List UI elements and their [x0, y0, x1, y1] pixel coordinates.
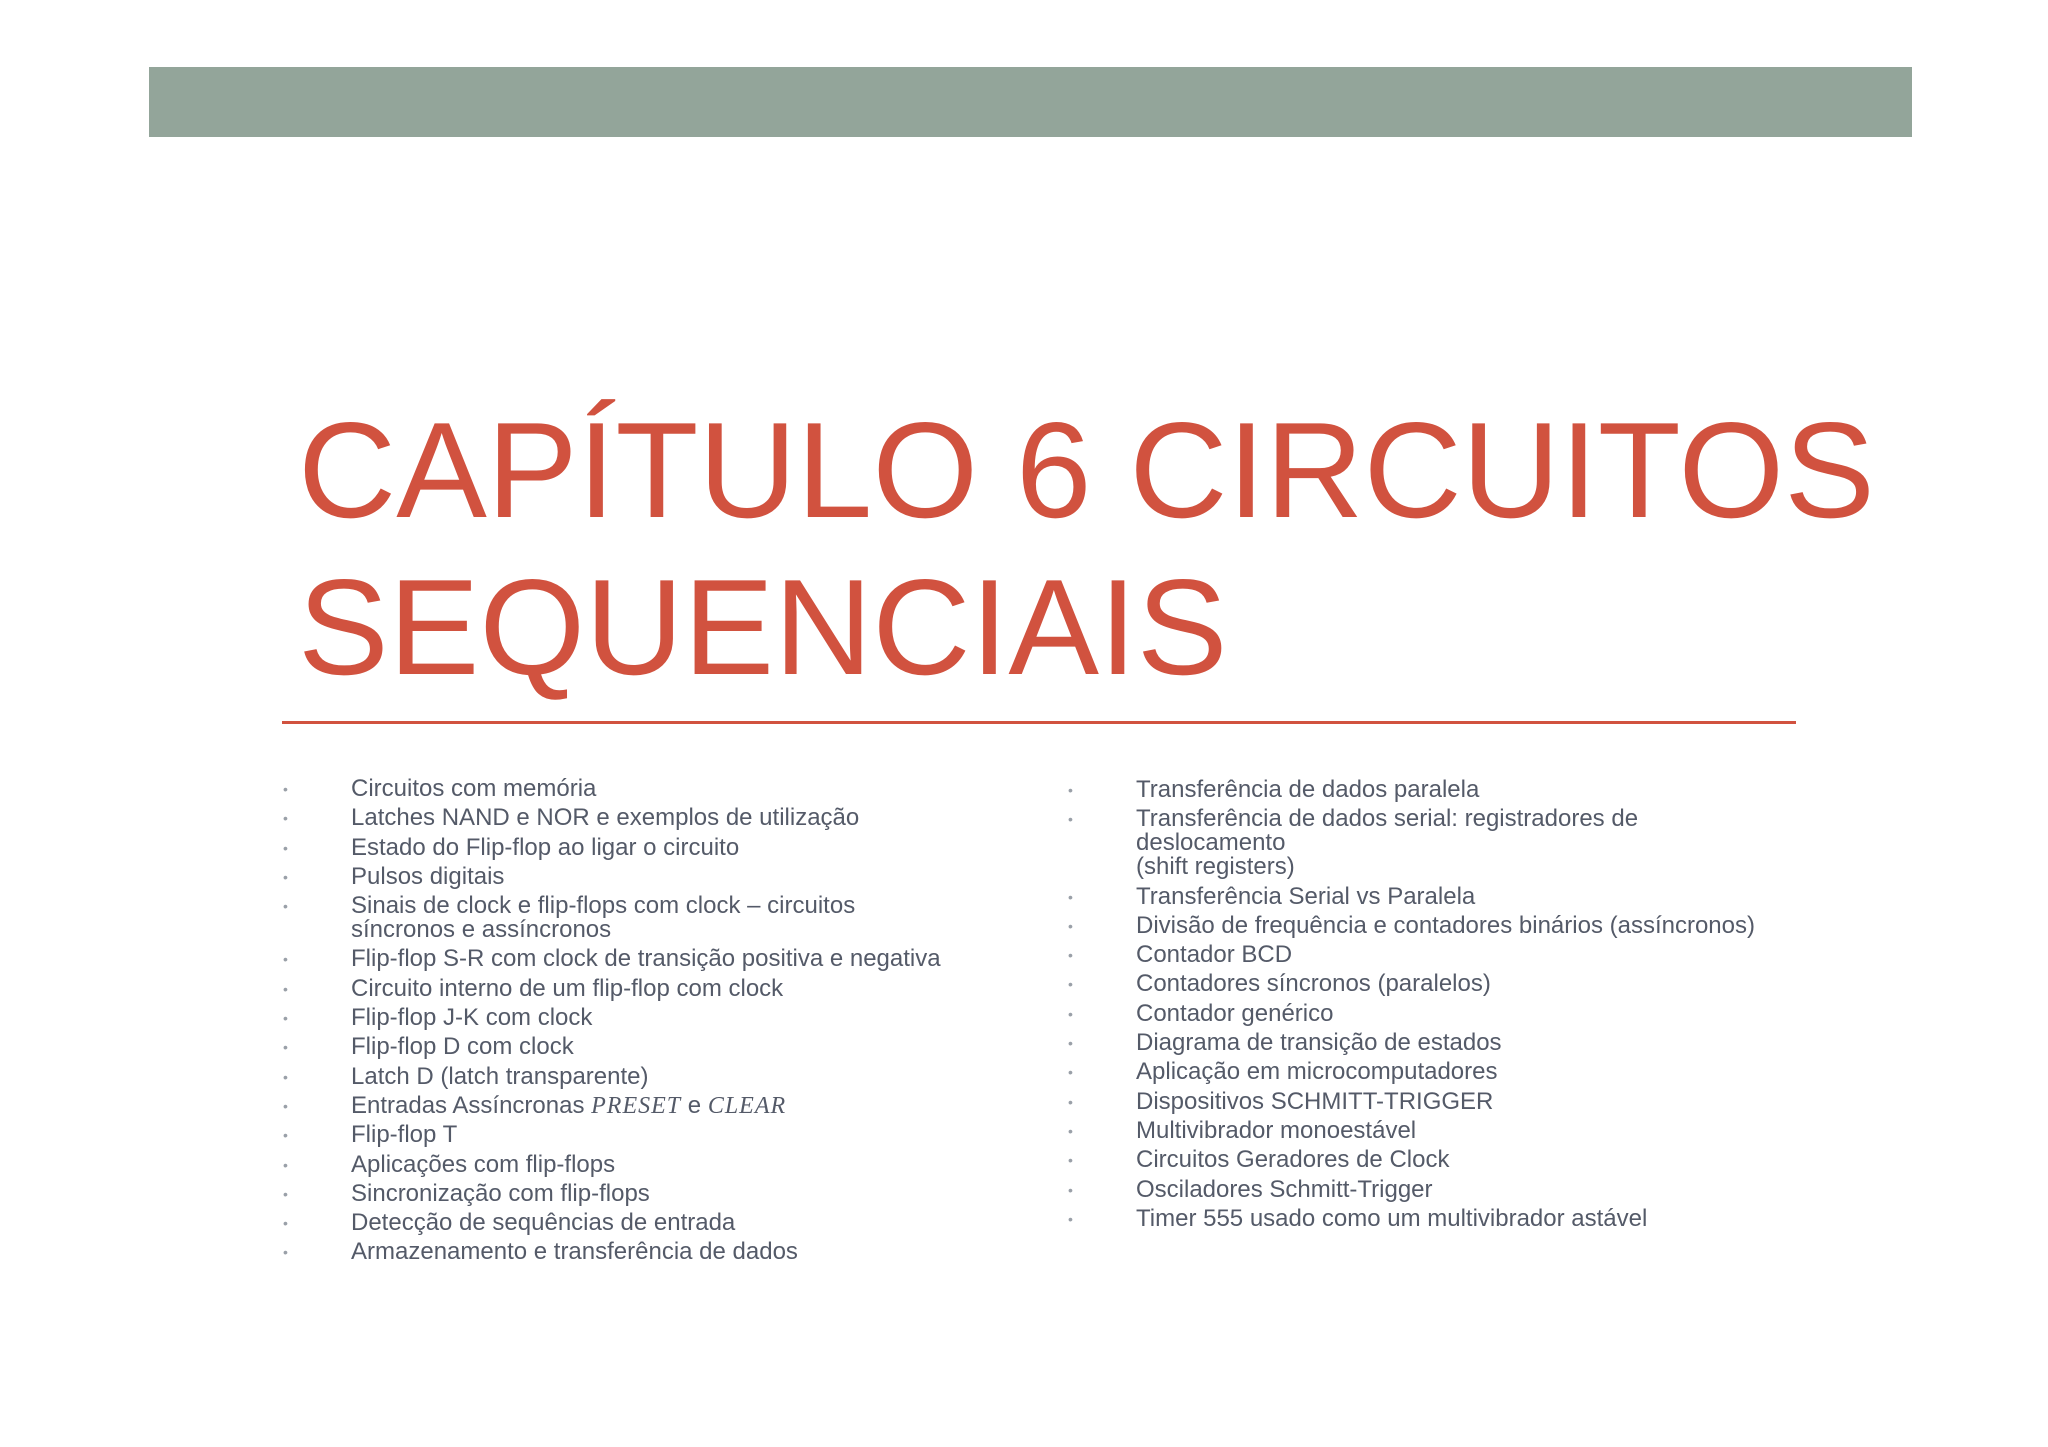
- bullet-icon: •: [283, 781, 288, 797]
- bullet-icon: •: [1068, 917, 1073, 934]
- list-item-text-mid: e: [681, 1091, 708, 1119]
- list-item: [1068, 778, 1828, 802]
- list-item: [283, 1006, 1043, 1030]
- bullet-icon: •: [1068, 888, 1073, 905]
- list-item: [283, 947, 1043, 971]
- list-item-text: Multivibrador monoestável: [1136, 1116, 1417, 1144]
- list-item-continuation: (shift registers): [1136, 853, 1295, 881]
- list-item-text: Flip-flop D com clock: [351, 1033, 574, 1061]
- bullet-icon: •: [1068, 1064, 1073, 1081]
- list-item-text: Estado do Flip-flop ao ligar o circuito: [351, 833, 740, 861]
- right-topic-list: [1068, 778, 1828, 1236]
- list-item-text-start: Entradas Assíncronas: [351, 1091, 592, 1119]
- title-divider: [282, 721, 1796, 724]
- bullet-icon: •: [283, 1215, 288, 1232]
- list-item: [283, 1150, 1043, 1178]
- bullet-icon: •: [1068, 947, 1073, 964]
- bullet-icon: •: [1068, 1181, 1073, 1198]
- list-item: [283, 833, 1043, 861]
- header-band: [149, 67, 1912, 137]
- bullet-icon: •: [283, 1039, 288, 1056]
- list-item-text: Circuitos com memória: [351, 775, 597, 802]
- list-item: [1068, 1116, 1828, 1144]
- list-item: [1068, 972, 1828, 996]
- list-item-text: Aplicações com flip-flops: [351, 1150, 616, 1178]
- list-item-continuation: síncronos e assíncronos: [351, 916, 612, 944]
- slide-title: [298, 392, 1875, 706]
- bullet-icon: •: [283, 1244, 288, 1261]
- bullet-icon: •: [1068, 1210, 1073, 1227]
- list-item: [283, 894, 1043, 942]
- bullet-icon: •: [283, 839, 288, 856]
- list-item: [283, 777, 1043, 801]
- list-item: [1068, 1175, 1828, 1203]
- bullet-icon: •: [283, 1010, 288, 1027]
- list-item: [1068, 999, 1828, 1027]
- list-item-continuation: deslocamento: [1136, 829, 1286, 857]
- list-item-text: Contadores síncronos (paralelos): [1136, 970, 1491, 998]
- slide-title-line-2: SEQUENCIAIS: [298, 551, 1228, 703]
- bullet-icon: •: [1068, 976, 1073, 993]
- list-item: [283, 1211, 1043, 1235]
- list-item-text: Transferência Serial vs Paralela: [1136, 882, 1476, 910]
- list-item-text: Latch D (latch transparente): [351, 1062, 649, 1090]
- list-item: [1068, 911, 1828, 939]
- list-item-text: Circuitos Geradores de Clock: [1136, 1146, 1450, 1174]
- bullet-icon: •: [1068, 1005, 1073, 1022]
- list-item-text: Latches NAND e NOR e exemplos de utilização: [351, 804, 860, 832]
- bullet-icon: •: [283, 1156, 288, 1173]
- bullet-icon: •: [283, 951, 288, 968]
- list-item-text: Sincronização com flip-flops: [351, 1179, 650, 1207]
- list-item-text: Sinais de clock e flip-flops com clock – circuitos: [351, 892, 856, 920]
- list-item-text: Diagrama de transição de estados: [1136, 1029, 1502, 1057]
- list-item: [283, 1240, 1043, 1264]
- bullet-icon: •: [283, 1097, 288, 1114]
- list-item: [283, 1179, 1043, 1207]
- bullet-icon: •: [1068, 811, 1073, 828]
- list-item-text: Contador genérico: [1136, 999, 1334, 1027]
- list-item: [1068, 943, 1828, 967]
- list-item-text: Armazenamento e transferência de dados: [351, 1238, 798, 1266]
- bullet-icon: •: [1068, 782, 1073, 798]
- clear-signal-name: CLEAR: [707, 1092, 787, 1119]
- list-item-text: Contador BCD: [1136, 941, 1293, 969]
- list-item-text: Aplicação em microcomputadores: [1136, 1058, 1498, 1086]
- list-item: [283, 862, 1043, 890]
- bullet-icon: •: [1068, 1122, 1073, 1139]
- list-item: [1068, 1031, 1828, 1055]
- list-item: [1068, 1204, 1828, 1232]
- bullet-icon: •: [1068, 1035, 1073, 1052]
- bullet-icon: •: [1068, 1152, 1073, 1169]
- list-item-text: Pulsos digitais: [351, 862, 505, 890]
- list-item-text: Circuito interno de um flip-flop com clock: [351, 974, 784, 1002]
- bullet-icon: •: [283, 868, 288, 885]
- list-item: [283, 1091, 1043, 1119]
- list-item: [283, 1062, 1043, 1090]
- list-item-text: Dispositivos SCHMITT-TRIGGER: [1136, 1087, 1494, 1115]
- list-item-text: Flip-flop S-R com clock de transição positiva e negativa: [351, 945, 941, 973]
- list-item: [1068, 1060, 1828, 1084]
- list-item: [1068, 1148, 1828, 1172]
- list-item-text: Flip-flop J-K com clock: [351, 1004, 593, 1032]
- left-topic-list: [283, 777, 1043, 1270]
- bullet-icon: •: [283, 898, 288, 915]
- list-item-text: Timer 555 usado como um multivibrador astável: [1136, 1204, 1648, 1232]
- slide-title-line-1: CAPÍTULO 6 CIRCUITOS: [298, 394, 1875, 546]
- list-item-text: Flip-flop T: [351, 1121, 458, 1149]
- list-item-text: Detecção de sequências de entrada: [351, 1209, 736, 1237]
- bullet-icon: •: [1068, 1093, 1073, 1110]
- bullet-icon: •: [283, 1127, 288, 1144]
- bullet-icon: •: [283, 1068, 288, 1085]
- list-item-text: Divisão de frequência e contadores binários (assíncronos): [1136, 911, 1755, 939]
- list-item: [1068, 882, 1828, 910]
- list-item: [1068, 1087, 1828, 1115]
- list-item-text: Transferência de dados paralela: [1136, 776, 1480, 803]
- list-item: [283, 1123, 1043, 1147]
- list-item-text: [351, 1091, 1043, 1119]
- preset-signal-name: PRESET: [591, 1092, 682, 1119]
- list-item: [283, 974, 1043, 1002]
- bullet-icon: •: [283, 1185, 288, 1202]
- bullet-icon: •: [283, 810, 288, 827]
- list-item: [283, 806, 1043, 830]
- list-item-text: Osciladores Schmitt-Trigger: [1136, 1175, 1433, 1203]
- list-item-text: Transferência de dados serial: registradores de: [1136, 805, 1639, 833]
- list-item: [283, 1035, 1043, 1059]
- list-item: [1068, 807, 1828, 879]
- bullet-icon: •: [283, 980, 288, 997]
